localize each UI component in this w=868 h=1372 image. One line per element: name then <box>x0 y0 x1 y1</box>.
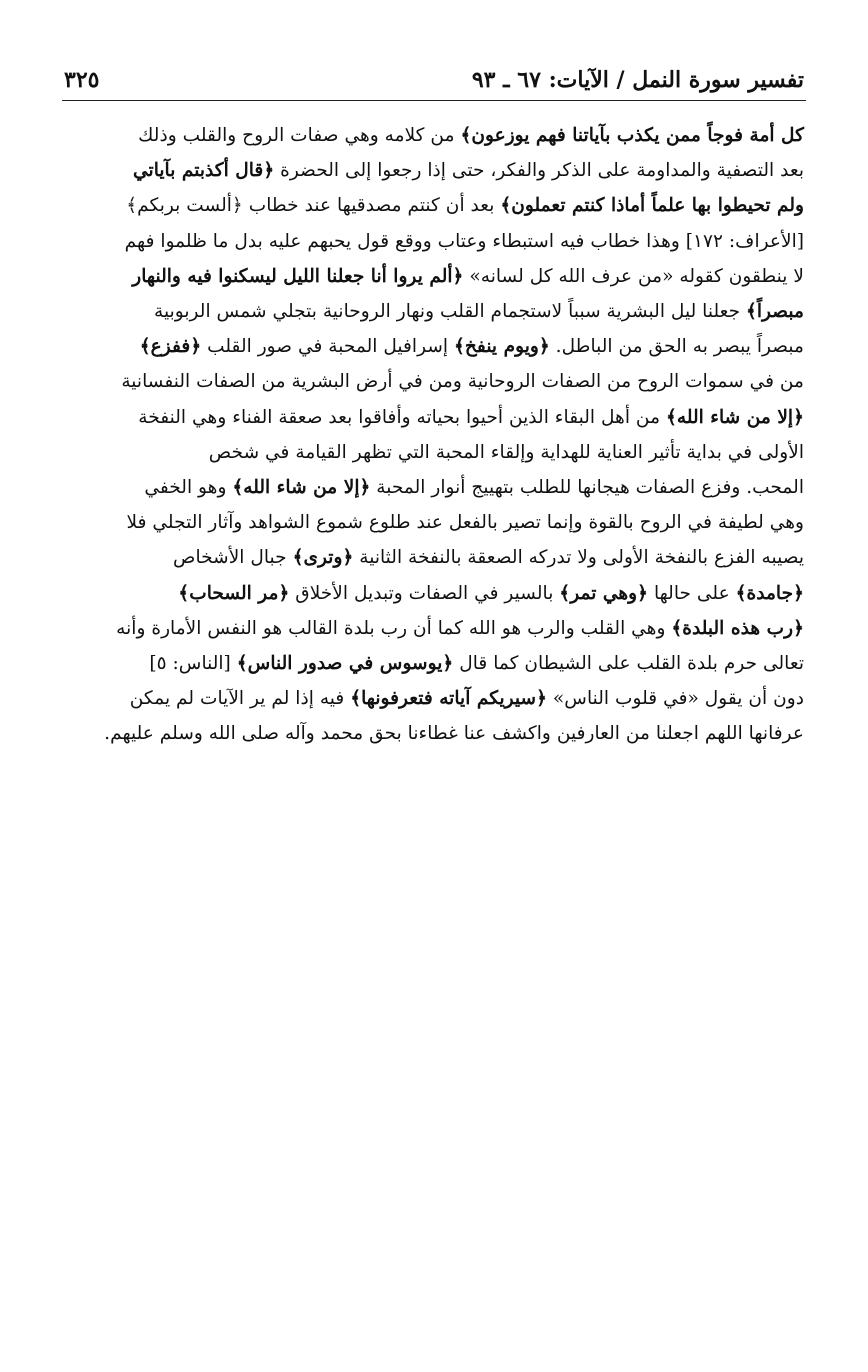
running-title: تفسير سورة النمل / الآيات: ٦٧ ـ ٩٣ <box>471 67 804 93</box>
text-line <box>64 224 804 259</box>
commentary-text: من في سموات الروح من الصفات الروحانية ومن في أرض البشرية من الصفات النفسانية <box>121 371 804 393</box>
commentary-text: وهو الخفي <box>144 477 233 499</box>
commentary-text: وهي القلب والرب هو الله كما أن رب بلدة القالب هو النفس الأمارة وأنه <box>116 617 672 639</box>
quran-quote: ﴿إلا من شاء الله﴾ <box>665 406 804 428</box>
quran-quote: ﴿ألم يروا أنا جعلنا الليل ليسكنوا فيه والنهار <box>132 265 464 287</box>
text-line <box>64 329 804 364</box>
commentary-text: مبصراً يبصر به الحق من الباطل. <box>549 336 804 358</box>
text-line <box>64 716 804 751</box>
quran-quote: مبصراً﴾ <box>745 301 804 323</box>
quran-quote: ﴿وترى﴾ <box>292 547 354 569</box>
quran-quote: ﴿رب هذه البلدة﴾ <box>671 617 804 639</box>
commentary-text: دون أن يقول «في قلوب الناس» <box>547 688 804 710</box>
commentary-text: بعد التصفية والمداومة على الذكر والفكر، حتى إذا رجعوا إلى الحضرة <box>274 160 804 182</box>
quran-quote: ﴿وهي تمر﴾ <box>559 582 649 604</box>
text-line <box>64 259 804 294</box>
commentary-text: ﴿ألست بربكم﴾ <box>126 195 243 217</box>
quran-quote: ولم تحيطوا بها علماً أماذا كنتم تعملون﴾ <box>500 195 804 217</box>
text-line <box>64 505 804 540</box>
commentary-text: إسرافيل المحبة في صور القلب <box>201 336 455 358</box>
commentary-text: وهي لطيفة في الروح بالقوة وإنما تصير بالفعل عند طلوع شموع الشواهد وآثار التجلي فلا <box>126 512 804 534</box>
commentary-text: بالسير في الصفات وتبديل الأخلاق <box>289 582 560 604</box>
commentary-text: لا ينطقون كقوله «من عرف الله كل لسانه» <box>463 265 804 287</box>
text-line <box>64 646 804 681</box>
quran-quote: ﴿مر السحاب﴾ <box>178 582 290 604</box>
quran-quote: ﴿يوسوس في صدور الناس﴾ <box>236 653 454 675</box>
commentary-text: [الناس: ٥] <box>149 653 237 675</box>
body-paragraph <box>64 118 804 752</box>
page-header <box>64 62 804 98</box>
text-line <box>64 188 804 223</box>
text-line <box>64 435 804 470</box>
text-line <box>64 153 804 188</box>
quran-quote: ﴿ففزع﴾ <box>139 336 202 358</box>
commentary-text: من كلامه وهي صفات الروح والقلب وذلك <box>138 125 461 146</box>
commentary-text: [الأعراف: ١٧٢] وهذا خطاب فيه استبطاء وعتاب ووقع قول يحبهم عليه بدل ما ظلموا فهم <box>124 230 804 252</box>
text-line <box>64 681 804 716</box>
quran-quote: ﴿جامدة﴾ <box>735 582 804 604</box>
text-line <box>64 364 804 399</box>
quran-quote: ﴿إلا من شاء الله﴾ <box>232 477 371 499</box>
text-line <box>64 470 804 505</box>
commentary-text: المحب. وفزع الصفات هيجانها للطلب بتهييج أنوار المحبة <box>370 477 804 499</box>
commentary-text: بعد أن كنتم مصدقيها عند خطاب <box>242 195 501 217</box>
commentary-text: فيه إذا لم ير الآيات لم يمكن <box>129 688 351 710</box>
text-line <box>64 294 804 329</box>
quran-quote: ﴿ويوم ينفخ﴾ <box>454 336 550 358</box>
page-number: ٣٢٥ <box>64 67 100 93</box>
text-line <box>64 576 804 611</box>
text-line <box>64 118 804 153</box>
text-line <box>64 540 804 575</box>
quran-quote: ﴿قال أكذبتم بآياتي <box>133 160 275 182</box>
text-line <box>64 611 804 646</box>
text-line <box>64 400 804 435</box>
header-rule <box>62 100 806 101</box>
commentary-text: من أهل البقاء الذين أحيوا بحياته وأفاقوا بعد صعقة الفناء وهي النفخة <box>138 406 666 428</box>
commentary-text: تعالى حرم بلدة القلب على الشيطان كما قال <box>453 653 804 675</box>
commentary-text: يصيبه الفزع بالنفخة الأولى ولا تدركه الصعقة بالنفخة الثانية <box>353 547 804 569</box>
commentary-text: عرفانها اللهم اجعلنا من العارفين واكشف عنا غطاءنا بحق محمد وآله صلى الله وسلم عليهم. <box>104 723 804 745</box>
commentary-text: جعلنا ليل البشرية سبباً لاستجمام القلب ونهار الروحانية بتجلي شمس الربوبية <box>153 301 746 323</box>
commentary-text: على حالها <box>648 582 736 604</box>
commentary-text: الأولى في بداية تأثير العناية للهداية وإلقاء المحبة التي تظهر القيامة في شخص <box>208 441 804 463</box>
quran-quote: ﴿سيريكم آياته فتعرفونها﴾ <box>350 688 547 710</box>
quran-quote: كل أمة فوجاً ممن يكذب بآياتنا فهم يوزعون﴾ <box>460 125 804 146</box>
commentary-text: جبال الأشخاص <box>172 547 293 569</box>
